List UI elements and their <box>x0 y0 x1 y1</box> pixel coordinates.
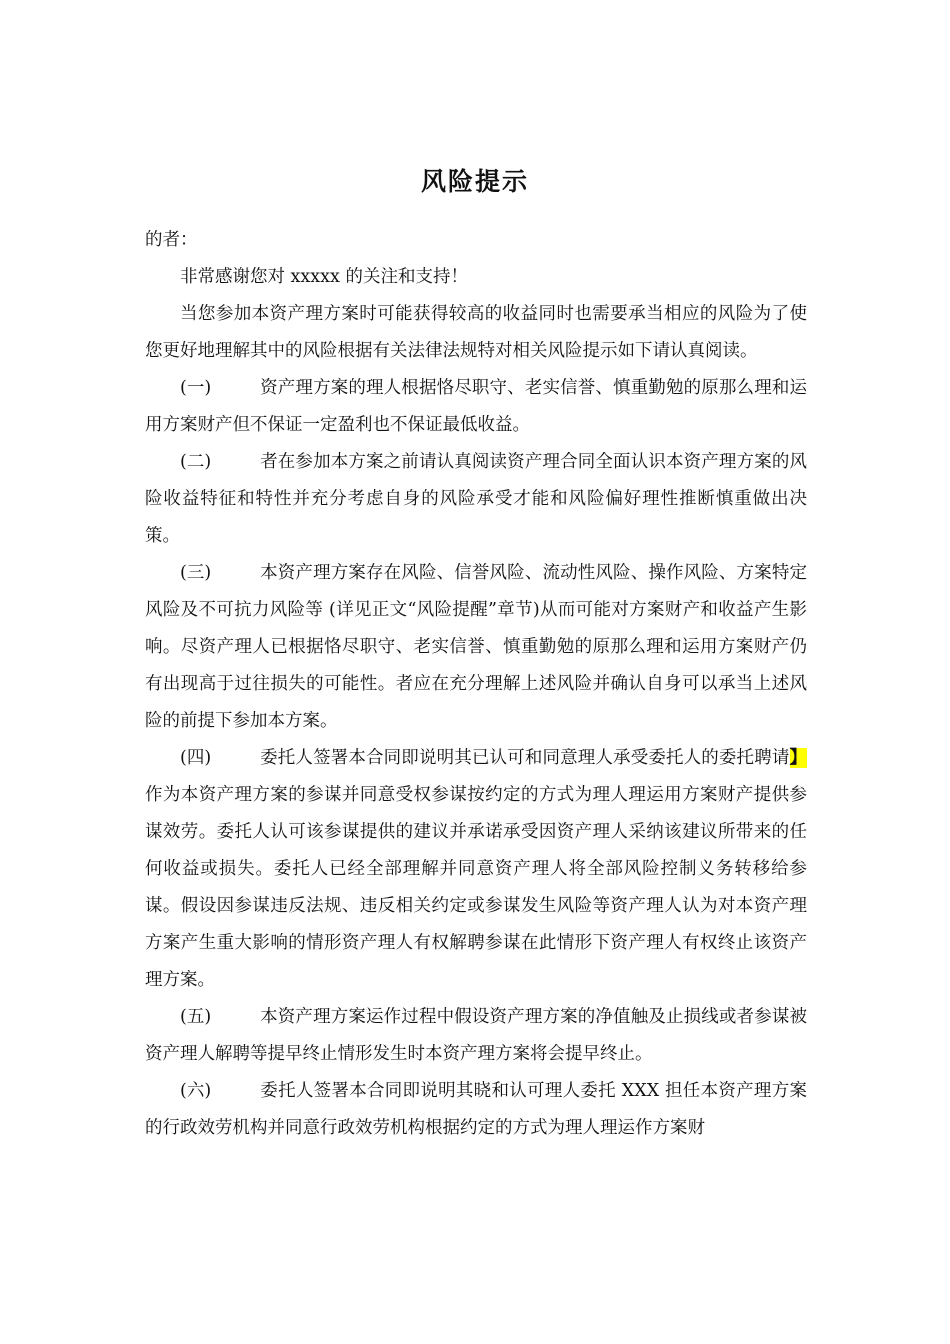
item-number: (四) <box>180 748 212 768</box>
highlighted-bracket-mark: 】 <box>789 748 807 768</box>
item-number: (六) <box>180 1081 212 1101</box>
item-number: (三) <box>180 563 212 583</box>
item-text: 本资产理方案运作过程中假设资产理方案的净值触及止损线或者参谋被资产理人解聘等提早终止情形发生时本资产理方案将会提早终止。 <box>145 1007 807 1064</box>
item-text: 者在参加本方案之前请认真阅读资产理合同全面认识本资产理方案的风险收益特征和特性并充分考虑自身的风险承受才能和风险偏好理性推断慎重做出决策。 <box>145 452 807 546</box>
document-body <box>145 222 807 1147</box>
risk-item-1 <box>145 370 807 444</box>
salutation: 的者： <box>145 230 198 250</box>
intro-paragraph: 当您参加本资产理方案时可能获得较高的收益同时也需要承当相应的风险为了使您更好地理解其中的风险根据有关法律法规特对相关风险提示如下请认真阅读。 <box>145 304 807 361</box>
item-number: (一) <box>180 378 212 398</box>
item-text: 委托人签署本合同即说明其晓和认可理人委托 XXX 担任本资产理方案的行政效劳机构并同意行政效劳机构根据约定的方式为理人理运作方案财 <box>145 1081 807 1138</box>
item-text: 本资产理方案存在风险、信誉风险、流动性风险、操作风险、方案特定风险及不可抗力风险等 (详见正文“风险提醒”章节)从而可能对方案财产和收益产生影响。尽资产理人已根据恪尽职守、老实信誉、慎重勤勉的原那么理和运用方案财产仍有出现高于过往损失的可能性。者应在充分理解上述风险并确认自身可以承当上述风险的前提下参加本方案。 <box>145 563 807 731</box>
thanks-paragraph: 非常感谢您对 xxxxx 的关注和支持！ <box>180 267 468 287</box>
item-text: 资产理方案的理人根据恪尽职守、老实信誉、慎重勤勉的原那么理和运用方案财产但不保证一定盈利也不保证最低收益。 <box>145 378 807 435</box>
item-text-part-a: 委托人签署本合同即说明其已认可和同意理人承受委托人的委托聘请 <box>260 748 790 768</box>
risk-item-2 <box>145 444 807 555</box>
item-number: (二) <box>180 452 212 472</box>
risk-item-6 <box>145 1073 807 1147</box>
item-text-part-b: 作为本资产理方案的参谋并同意受权参谋按约定的方式为理人理运用方案财产提供参谋效劳。委托人认可该参谋提供的建议并承诺承受因资产理人采纳该建议所带来的任何收益或损失。委托人已经全部理解并同意资产理人将全部风险控制义务转移给参谋。假设因参谋违反法规、违反相关约定或参谋发生风险等资产理人认为对本资产理方案产生重大影响的情形资产理人有权解聘参谋在此情形下资产理人有权终止该资产理方案。 <box>145 785 807 990</box>
risk-item-4 <box>145 740 807 999</box>
risk-item-3 <box>145 555 807 740</box>
item-number: (五) <box>180 1007 212 1027</box>
risk-item-5 <box>145 999 807 1073</box>
document-title: 风险提示 <box>420 167 529 196</box>
